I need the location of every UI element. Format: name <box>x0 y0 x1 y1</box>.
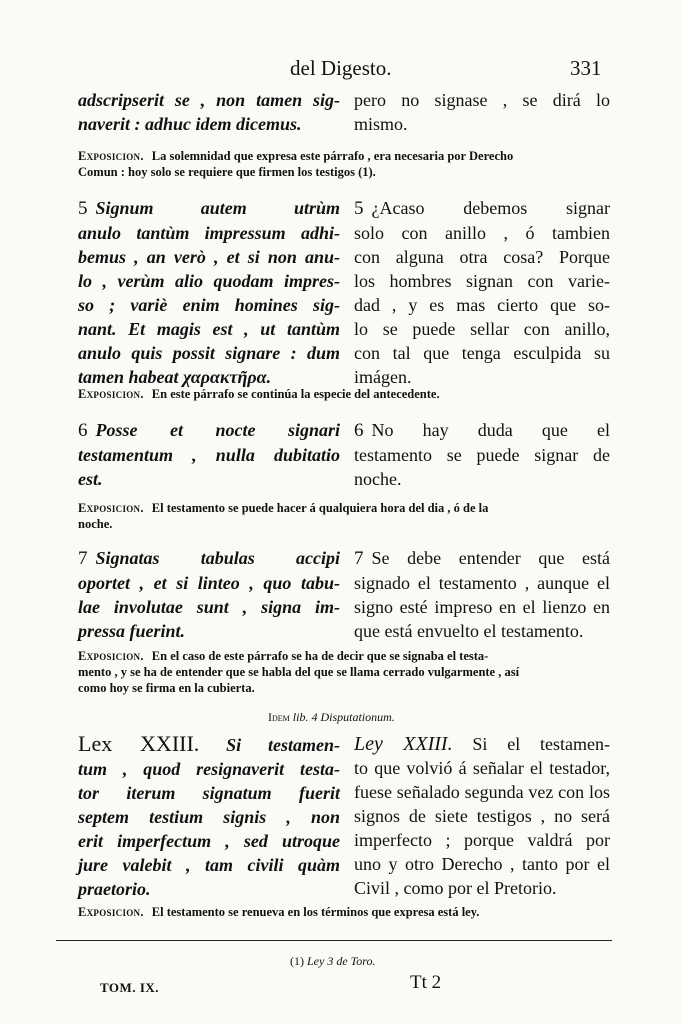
latin-line: so ; variè enim homines sig- <box>78 295 340 315</box>
paragraph-number: 6 <box>78 420 88 441</box>
exposicion-label: Exposicion. <box>78 149 144 163</box>
volume-signature: TOM. IX. <box>100 980 160 995</box>
paragraph-number: 6 <box>354 420 364 441</box>
spanish-line: signado el testamento , aunque el <box>354 573 610 593</box>
latin-line: Lex XXIII. Si testamen- <box>78 731 340 756</box>
latin-line: tor iterum signatum fuerit <box>78 783 340 803</box>
exposicion-3 <box>78 500 608 532</box>
latin-line: bemus , an verò , et si non anu- <box>78 247 340 267</box>
exposicion-text: El testamento se renueva en los términos que expresa está ley. <box>151 905 480 919</box>
footnote <box>290 954 375 969</box>
latin-column-intro <box>78 88 340 136</box>
spanish-column-6 <box>354 418 610 491</box>
spanish-line: imágen. <box>354 367 412 387</box>
exposicion-label: Exposicion. <box>78 905 144 919</box>
citation-text: lib. 4 Disputationum. <box>292 710 395 724</box>
spanish-column-5 <box>354 196 610 389</box>
footnote-rule <box>56 940 612 941</box>
exposicion-label: Exposicion. <box>78 501 144 515</box>
latin-line: testamentum , nulla dubitatio <box>78 445 340 465</box>
spanish-line: los hombres signan con varie- <box>354 271 610 291</box>
exposicion-text: noche. <box>78 517 113 531</box>
latin-line: 5 Signum autem utrùm <box>78 198 340 219</box>
latin-column-5 <box>78 196 340 389</box>
spanish-line: con tal que tenga esculpida su <box>354 343 610 363</box>
latin-line: 6 Posse et nocte signari <box>78 420 340 441</box>
spanish-line: imperfecto ; porque valdrá por <box>354 830 610 850</box>
exposicion-4 <box>78 648 608 696</box>
latin-line: praetorio. <box>78 879 151 899</box>
spanish-line: Ley XXIII. Si el testamen- <box>354 733 611 755</box>
spanish-line: pero no signase , se dirá lo <box>354 90 610 110</box>
paragraph-number: 5 <box>78 198 88 219</box>
latin-line: tum , quod resignaverit testa- <box>78 759 340 779</box>
exposicion-text: En el caso de este párrafo se ha de decir que se signaba el testa- <box>151 649 489 663</box>
spanish-line: solo con anillo , ó tambien <box>354 223 610 243</box>
spanish-line: to que volvió á señalar el testador, <box>354 758 610 778</box>
footnote-text: Ley 3 de Toro. <box>307 954 376 968</box>
latin-line: anulo tantùm impressum adhi- <box>78 223 340 243</box>
spanish-line: 6 No hay duda que el <box>354 420 610 441</box>
latin-line: nant. Et magis est , ut tantùm <box>78 319 340 339</box>
exposicion-2 <box>78 386 608 402</box>
exposicion-text: En este párrafo se continúa la especie del antecedente. <box>151 387 440 401</box>
spanish-line: que está envuelto el testamento. <box>354 621 584 641</box>
latin-line: jure valebit , tam civili quàm <box>78 855 340 875</box>
exposicion-text: mento , y se ha de entender que se habla del que se llama cerrado vulgarmente , así <box>78 665 520 679</box>
footnote-marker: (1) <box>290 954 304 968</box>
page-number: 331 <box>570 56 602 80</box>
latin-column-6 <box>78 418 340 491</box>
latin-line: naverit : adhuc idem dicemus. <box>78 114 302 134</box>
latin-line: erit imperfectum , sed utroque <box>78 831 340 851</box>
latin-line: lo , verùm alio quodam impres- <box>78 271 340 291</box>
gathering-signature: Tt 2 <box>410 972 442 993</box>
ley-title: Ley XXIII. <box>354 733 453 755</box>
spanish-line: uno y otro Derecho , tanto por el <box>354 854 610 874</box>
latin-line: est. <box>78 469 103 489</box>
exposicion-5 <box>78 904 608 920</box>
spanish-line: 5 ¿Acaso debemos signar <box>354 198 610 219</box>
exposicion-text: Comun : hoy solo se requiere que firmen los testigos (1). <box>78 165 376 179</box>
citation-prefix: Idem <box>268 710 290 724</box>
paragraph-number: 5 <box>354 198 364 219</box>
exposicion-text: El testamento se puede hacer á qualquiera hora del dia , ó de la <box>151 501 489 515</box>
exposicion-label: Exposicion. <box>78 387 144 401</box>
latin-line: oportet , et si linteo , quo tabu- <box>78 573 340 593</box>
spanish-line: signo esté impreso en el lienzo en <box>354 597 610 617</box>
spanish-column-7 <box>354 546 610 643</box>
spanish-line: con alguna otra cosa? Porque <box>354 247 610 267</box>
spanish-line: mismo. <box>354 114 408 134</box>
spanish-line: lo se puede sellar con anillo, <box>354 319 610 339</box>
spanish-line: signos de siete testigos , no será <box>354 806 610 826</box>
spanish-column-intro <box>354 88 610 136</box>
latin-line: adscripserit se , non tamen sig- <box>78 90 340 110</box>
paragraph-number: 7 <box>354 548 364 569</box>
spanish-column-lex <box>354 732 610 900</box>
latin-column-7 <box>78 546 340 643</box>
spanish-line: 7 Se debe entender que está <box>354 548 610 569</box>
exposicion-text: La solemnidad que expresa este párrafo , era necesaria por Derecho <box>151 149 514 163</box>
paragraph-number: 7 <box>78 548 88 569</box>
latin-line: septem testium signis , non <box>78 807 340 827</box>
spanish-line: noche. <box>354 469 402 489</box>
exposicion-label: Exposicion. <box>78 649 144 663</box>
latin-line: anulo quis possit signare : dum <box>78 343 340 363</box>
spanish-line: testamento se puede signar de <box>354 445 610 465</box>
latin-line: 7 Signatas tabulas accipi <box>78 548 340 569</box>
spanish-line: fuese señalado segunda vez con los <box>354 782 610 802</box>
latin-column-lex <box>78 732 340 901</box>
latin-line: tamen habeat χαρακτῆρα. <box>78 367 272 387</box>
lex-title: Lex XXIII. <box>78 731 200 756</box>
exposicion-1 <box>78 148 608 180</box>
latin-line: lae involutae sunt , signa im- <box>78 597 340 617</box>
latin-line: pressa fuerint. <box>78 621 186 641</box>
exposicion-text: como hoy se firma en la cubierta. <box>78 681 255 695</box>
spanish-line: dad , y es mas cierto que so- <box>354 295 610 315</box>
running-head-title: del Digesto. <box>290 56 392 80</box>
source-citation <box>268 710 395 725</box>
spanish-line: Civil , como por el Pretorio. <box>354 878 557 898</box>
